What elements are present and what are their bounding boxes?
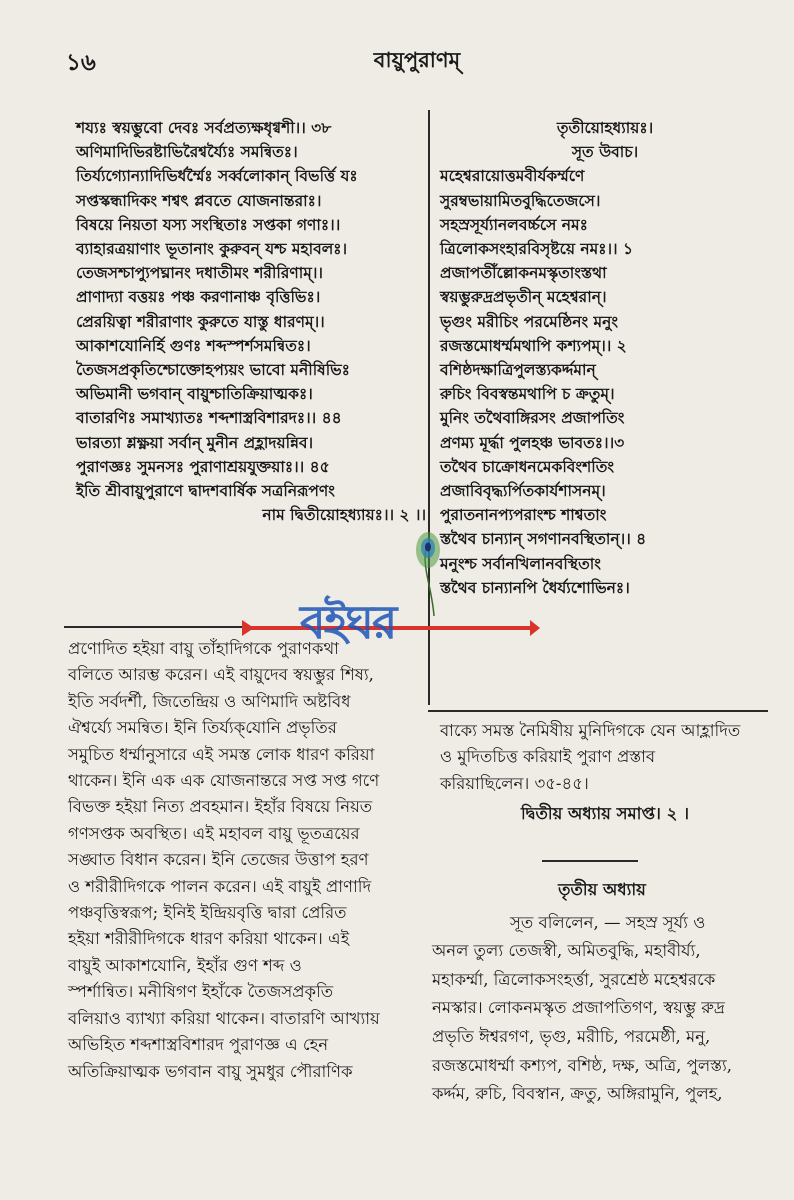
verse-line: শয্যঃ স্বয়ম্ভুবো দেবঃ সর্বপ্রত্যক্ষধৃগ্বশী।। ৩৮ [76, 118, 332, 137]
chapter-end-note: দ্বিতীয় অধ্যায় সমাপ্ত। ২ । [520, 804, 690, 824]
verse-line: তথৈব চাক্রোধনমেকবিংশতিং [440, 456, 615, 476]
speaker-label: সূত উবাচ। [571, 142, 639, 162]
prose-line: রজস্তমোধর্ম্মা কশ্যপ, বশিষ্ঠ, দক্ষ, অত্রি, পুলস্ত্য, [432, 1055, 733, 1075]
prose-line: ইতি সর্বদর্শী, জিতেন্দ্রিয় ও অণিমাদি অষ্টবিধ [68, 691, 351, 711]
verse-line: পুরাণজ্ঞঃ সুমনসঃ পুরাণাশ্রয়যুক্তয়াঃ।। ৪৫ [76, 456, 330, 476]
prose-line: করিয়াছিলেন। ৩৫-৪৫। [440, 773, 589, 793]
prose-line: সঙ্ঘাত বিধান করেন। ইনি তেজের উত্তাপ হরণ [68, 850, 369, 870]
verse-line: মহেশ্বরায়োত্তমবীর্যকর্ম্মণে [440, 166, 585, 186]
prose-line: অভিহিত শব্দশাস্ত্রবিশারদ পুরাণজ্ঞ এ হেন [68, 1035, 329, 1055]
verse-line: প্রজাবিবৃদ্ধ্যর্পিতকার্যশাসনম্। [440, 481, 606, 501]
prose-line: স্পর্শান্বিত। মনীষিগণ ইহাঁকে তৈজসপ্রকৃতি [68, 982, 334, 1002]
prose-line: বলিতে আরম্ভ করেন। এই বায়ুদেব স্বয়ম্ভুর শিষ্য, [68, 665, 374, 685]
verse-line: সপ্তস্কন্ধাদিকং শশ্বৎ প্লবতে যোজনান্তরাঃ। [76, 190, 322, 210]
verse-line: ভৃগুং মরীচিং পরমেষ্ঠিনং মনুং [440, 311, 619, 331]
verse-line: অণিমাদিভিরষ্টাভিরৈশ্বর্য্যৈঃ সমন্বিতঃ। [76, 142, 298, 162]
chapter-heading: তৃতীয়োহধ্যায়ঃ। [556, 118, 654, 137]
prose-line: হইয়া শরীরীদিগকে ধারণ করিয়া থাকেন। এই [68, 929, 350, 949]
verse-line: তেজসশ্চাপ্যুপঘ্নানং দধাতীমং শরীরিণাম্।। [76, 263, 323, 283]
verse-line: আকাশযোনির্হি গুণঃ শব্দস্পর্শসমন্বিতঃ। [76, 335, 311, 355]
prose-line: সূত বলিলেন, — সহস্র সূর্য্য ও [510, 912, 706, 932]
prose-line: প্রণোদিত হইয়া বায়ু তাঁহাদিগকে পুরাণকথা [68, 639, 339, 658]
verse-line: স্তথৈব চান্যানপি ধৈর্য্যশোভিনঃ। [440, 577, 630, 597]
prose-line: প্রভৃতি ঈশ্বরগণ, ভৃগু, মরীচি, পরমেষ্ঠী, মনু, [432, 1026, 711, 1046]
chapter-three-heading: তৃতীয় অধ্যায় [558, 880, 646, 899]
verse-line: ব্যাহারত্রয়াণাং ভূতানাং কুরুবন্ যশ্চ মহাবলঃ। [76, 239, 348, 259]
verse-line: বশিষ্ঠদক্ষাত্রিপুলস্ত্যকর্দ্দমান্ [440, 360, 596, 380]
chapter-colophon: নাম দ্বিতীয়োহধ্যায়ঃ।। ২ ।। [262, 505, 426, 525]
verse-line: সহস্রসূর্য্যানলবর্চ্চসে নমঃ [440, 214, 588, 234]
verse-line: বিষয়ে নিয়তা যস্য সংস্থিতাঃ সপ্তকা গণাঃ।। [76, 214, 341, 234]
prose-line: নমস্কার। লোকনমস্কৃত প্রজাপতিগণ, স্বয়ম্ভু রুদ্র [432, 998, 725, 1018]
bengali-translation-left [68, 636, 424, 1085]
prose-line: বায়ুই আকাশযোনি, ইহাঁর গুণ শব্দ ও [68, 955, 302, 975]
prose-line: ও শরীরীদিগকে পালন করেন। এই বায়ুই প্রাণাদি [68, 876, 372, 896]
verse-line: প্রণম্য মূর্দ্ধা পুলহঞ্চ ভাবতঃ।।৩ [440, 432, 625, 452]
verse-line: বাতারণিঃ সমাখ্যাতঃ শব্দশাস্ত্রবিশারদঃ।। ৪৪ [76, 408, 342, 428]
sanskrit-verses-right [440, 116, 770, 600]
verse-line: সুরম্বভায়ামিতবুদ্ধিতেজসে। [440, 190, 601, 210]
prose-line: থাকেন। ইনি এক এক যোজনান্তরে সপ্ত সপ্ত গণে [68, 771, 380, 791]
verse-line: তির্য্যগ্যোন্যাদিভির্ধর্ম্মৈঃ সর্ব্বলোকান্ বিভর্ত্তি যঃ [76, 166, 358, 186]
chapter-separator-rule [542, 860, 638, 862]
prose-line: বিভক্ত হইয়া নিত্য প্রবহমান। ইহাঁর বিষয়ে নিয়ত [68, 797, 373, 817]
verse-line: মনুংশ্চ সর্বানখিলানবস্থিতাং [440, 553, 601, 573]
prose-line: অনল তুল্য তেজস্বী, অমিতবুদ্ধি, মহাবীর্য্য, [432, 941, 701, 961]
verse-line: প্রাণাদ্যা বত্তয়ঃ পঞ্চ করণানাঞ্চ বৃত্তিভিঃ। [76, 287, 321, 307]
verse-line: পুরাতনানপ্যপরাংশ্চ শাশ্বতাং [440, 505, 607, 525]
prose-line: মহাকর্ম্মা, ত্রিলোকসংহর্ত্তা, সুরশ্রেষ্ঠ মহেশ্বরকে [432, 969, 716, 989]
verse-line: স্তথৈব চান্যান্ সগণানবস্থিতান্।। ৪ [440, 529, 647, 549]
verse-line: রজস্তমোধর্ম্মমথাপি কশ্যপম্।। ২ [440, 335, 627, 355]
verse-line: প্রজাপতীঁল্লোকনমস্কৃতাংস্তথা [440, 263, 607, 283]
right-section-divider [428, 710, 768, 712]
verse-line: প্রেরয়িত্বা শরীরাণাং কুরুতে যাস্তু ধারণম্।। [76, 311, 325, 331]
verse-line: স্বয়ম্ভুরুদ্রপ্রভৃতীন্ মহেশ্বরান্। [440, 287, 607, 307]
watermark-logo-text: বইঘর [300, 595, 396, 649]
page-number: ১৬ [66, 49, 96, 76]
verse-line: ইতি শ্রীবায়ুপুরাণে দ্বাদশবার্ষিক সত্রনিরূপণং [76, 481, 335, 501]
bengali-translation-right-top [440, 718, 770, 828]
prose-line: পঞ্চবৃত্তিস্বরূপ; ইনিই ইন্দ্রিয়বৃত্তি দ্বারা প্রেরিত [68, 903, 347, 923]
page-title: বায়ুপুরাণম্ [373, 47, 461, 72]
prose-line: কর্দ্দম, রুচি, বিবস্বান, ক্রতু, অঙ্গিরামুনি, পুলহ, [432, 1084, 723, 1104]
prose-line: সমুচিত ধর্ম্মানুসারে এই সমস্ত লোক ধারণ করিয়া [68, 744, 375, 764]
verse-line: মুনিং তথৈবাঙ্গিরসং প্রজাপতিং [440, 408, 625, 428]
prose-line: গণসপ্তক অবস্থিত। এই মহাবল বায়ু ভূতত্রয়ের [68, 823, 360, 843]
prose-line: ঐশ্বর্য্যে সমন্বিত। ইনি তির্য্যক্‌যোনি প্রভৃতির [68, 718, 337, 738]
verse-line: ত্রিলোকসংহারবিসৃষ্টয়ে নমঃ।। ১ [440, 239, 634, 259]
prose-line: অতিক্রিয়াত্মক ভগবান বায়ু সুমধুর পৌরাণিক [68, 1061, 353, 1081]
verse-line: তৈজসপ্রকৃতিশ্চোক্তোহপ্যয়ং ভাবো মনীষিভিঃ [76, 360, 350, 380]
prose-line: বাক্যে সমস্ত নৈমিষীয় মুনিদিগকে যেন আহ্লাদিত [440, 721, 741, 740]
prose-line: বলিয়াও ব্যাখ্যা করিয়া থাকেন। বাতারণি আখ্যায় [68, 1008, 380, 1028]
bengali-translation-right-bottom [432, 876, 772, 1109]
verse-line: রুচিং বিবস্বন্তমথাপি চ ক্রতুম্। [440, 384, 615, 404]
prose-line: ও মুদিতচিত্ত করিয়াই পুরাণ প্রস্তাব [440, 747, 656, 767]
verse-line: ভারত্যা শ্লক্ষ্ণয়া সর্বান্ মুনীন প্রহ্লাদয়ন্নিব। [76, 432, 314, 452]
sanskrit-verses-left [76, 116, 426, 527]
verse-line: অভিমানী ভগবান্ বায়ুশ্চাতিক্রিয়াত্মকঃ। [76, 384, 313, 404]
